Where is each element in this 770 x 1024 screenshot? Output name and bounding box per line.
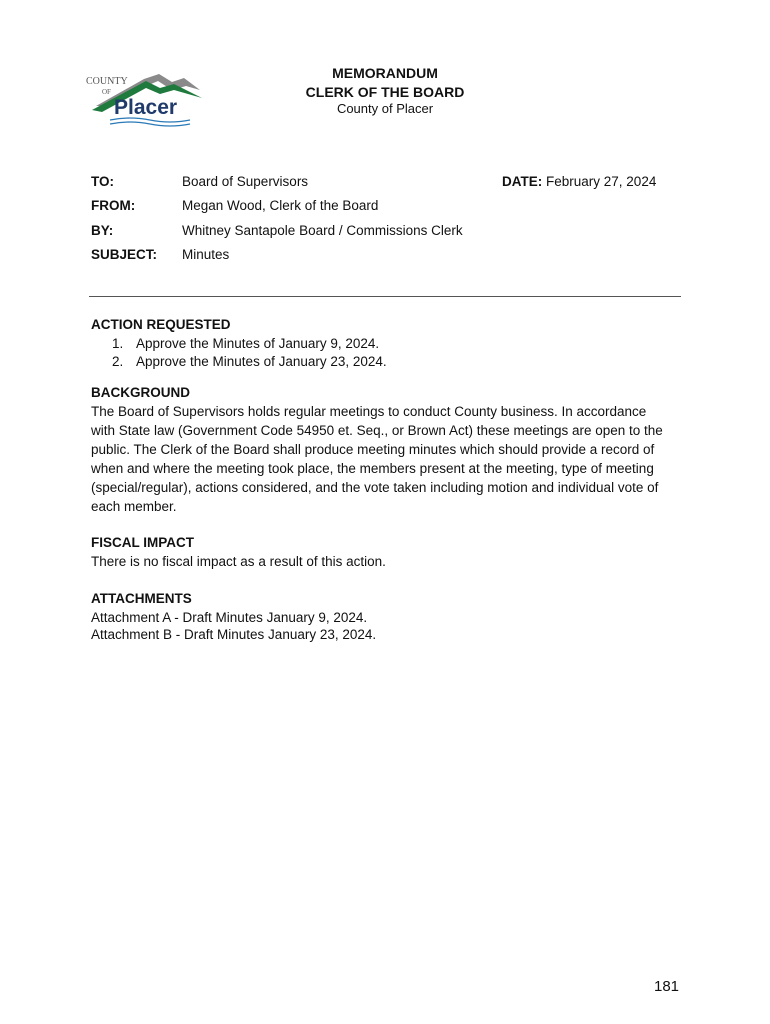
list-number: 2. (112, 353, 124, 369)
background-text (91, 402, 681, 516)
logo-line1: COUNTY (86, 76, 128, 87)
by-label: BY: (91, 223, 114, 238)
background-line: with State law (Government Code 54950 et. Seq., or Brown Act) these meetings are open to the (91, 423, 663, 438)
attachments-list (91, 610, 681, 643)
date-field (502, 174, 656, 189)
fiscal-impact-title: FISCAL IMPACT (91, 535, 194, 550)
date-label: DATE: (502, 174, 543, 189)
list-item (112, 353, 387, 371)
background-line: each member. (91, 499, 177, 514)
subject-label: SUBJECT: (91, 247, 158, 262)
wave-icon (110, 122, 190, 126)
to-value: Board of Supervisors (182, 174, 309, 189)
list-text: Approve the Minutes of January 23, 2024. (136, 353, 387, 369)
list-text: Approve the Minutes of January 9, 2024. (136, 336, 380, 351)
background-title: BACKGROUND (91, 385, 190, 400)
list-number: 1. (112, 336, 124, 351)
date-value: February 27, 2024 (546, 174, 657, 189)
memo-title: MEMORANDUM (332, 65, 438, 81)
to-label: TO: (91, 174, 114, 189)
from-label: FROM: (91, 198, 136, 213)
memo-org: County of Placer (336, 101, 434, 116)
attachment-item: Attachment B - Draft Minutes January 23, 2024. (91, 626, 377, 642)
from-value: Megan Wood, Clerk of the Board (182, 198, 379, 213)
background-line: The Board of Supervisors holds regular meetings to conduct County business. In accordance (91, 404, 647, 419)
action-list (112, 335, 387, 370)
action-requested-title: ACTION REQUESTED (91, 317, 231, 332)
attachments-title: ATTACHMENTS (91, 591, 192, 606)
logo-line2: OF (102, 88, 111, 96)
page-number: 181 (654, 978, 680, 995)
memo-subtitle: CLERK OF THE BOARD (305, 84, 465, 100)
background-line: (special/regular), actions considered, and the vote taken including motion and individual vote of (91, 480, 659, 495)
list-item (112, 335, 387, 353)
subject-value: Minutes (182, 247, 230, 262)
attachment-item: Attachment A - Draft Minutes January 9, 2024. (91, 610, 368, 625)
divider (89, 296, 681, 297)
fiscal-impact-text: There is no fiscal impact as a result of this action. (91, 554, 386, 569)
background-line: public. The Clerk of the Board shall produce meeting minutes which should provide a record of (91, 442, 655, 457)
background-line: when and where the meeting took place, the members present at the meeting, type of meeting (91, 461, 654, 476)
logo-name: Placer (114, 96, 178, 119)
by-value: Whitney Santapole Board / Commissions Clerk (182, 223, 463, 238)
